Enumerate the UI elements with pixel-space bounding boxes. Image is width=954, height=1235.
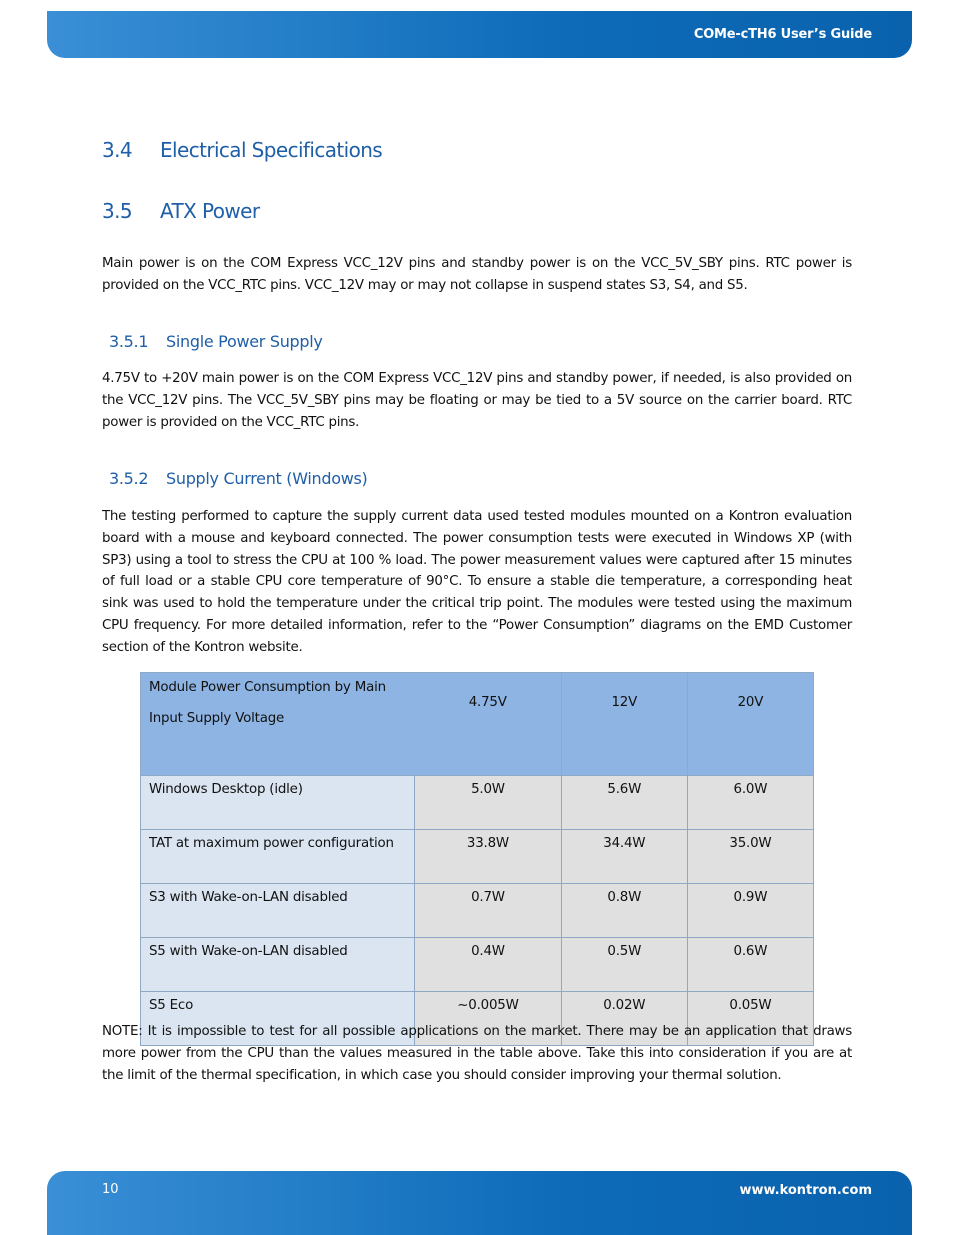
page-number: 10 <box>102 1182 119 1197</box>
note-paragraph: NOTE: It is impossible to test for all possible applications on the market. There may be an application that draws more power from the CPU than the values measured in the table above. Take this into consideration if you are at the limit of the thermal specification, in which case you should consider improving your thermal solution. <box>102 1024 852 1083</box>
table-header-label <box>141 673 415 776</box>
header-label-line-2: Input Supply Voltage <box>149 711 285 726</box>
section-title: ATX Power <box>160 199 260 223</box>
table-cell: 5.0W <box>415 776 562 830</box>
row-label: S5 with Wake-on-LAN disabled <box>141 938 415 992</box>
power-consumption-table <box>140 672 814 1046</box>
heading-3-5-1 <box>109 332 323 351</box>
row-label: S5 Eco <box>141 992 415 1046</box>
heading-3-4 <box>102 138 382 162</box>
table-cell: 35.0W <box>687 830 813 884</box>
supply-current-paragraph: The testing performed to capture the supply current data used tested modules mounted on a Kontron evaluation board with a mouse and keyboard connected. The power consumption tests were executed in Windows XP (with SP3) using a tool to stress the CPU at 100 % load. The power measurement values were captured after 15 minutes of full load or a stable CPU core temperature of 90°C. To ensure a stable die temperature, a corresponding heat sink was used to hold the temperature under the critical trip point. The modules were tested using the maximum CPU frequency. For more detailed information, refer to the “Power Consumption” diagrams on the EMD Customer section of the Kontron website. <box>102 509 852 655</box>
table-cell: 0.9W <box>687 884 813 938</box>
table-cell: 6.0W <box>687 776 813 830</box>
website-link[interactable]: www.kontron.com <box>739 1183 872 1198</box>
table-cell: 5.6W <box>561 776 687 830</box>
section-title: Supply Current (Windows) <box>166 469 368 488</box>
page-header <box>47 11 912 58</box>
single-power-supply-paragraph: 4.75V to +20V main power is on the COM Express VCC_12V pins and standby power, if needed, is also provided on the VCC_12V pins. The VCC_5V_SBY pins may be floating or may be tied to a 5V source on the carrier board. RTC power is provided on the VCC_RTC pins. <box>102 371 852 430</box>
table-cell: 0.7W <box>415 884 562 938</box>
column-header: 20V <box>687 673 813 776</box>
section-number: 3.5.1 <box>109 332 149 351</box>
row-label: TAT at maximum power configuration <box>141 830 415 884</box>
page-footer <box>47 1171 912 1235</box>
section-number: 3.4 <box>102 138 133 162</box>
table-cell: 33.8W <box>415 830 562 884</box>
atx-power-paragraph: Main power is on the COM Express VCC_12V pins and standby power is on the VCC_5V_SBY pins. RTC power is provided on the VCC_RTC pins. VCC_12V may or may not collapse in suspend states S3, S4, and S5. <box>102 256 852 293</box>
table-header-row <box>141 673 814 776</box>
section-number: 3.5.2 <box>109 469 149 488</box>
table-cell: 0.8W <box>561 884 687 938</box>
column-header: 12V <box>561 673 687 776</box>
table-row <box>141 884 814 938</box>
section-title: Electrical Specifications <box>160 138 383 162</box>
table-cell: 0.05W <box>687 992 813 1046</box>
document-title: COMe-cTH6 User’s Guide <box>693 27 872 42</box>
column-header: 4.75V <box>415 673 562 776</box>
table-cell: 34.4W <box>561 830 687 884</box>
heading-3-5 <box>102 199 259 223</box>
table-cell: 0.6W <box>687 938 813 992</box>
section-title: Single Power Supply <box>166 332 323 351</box>
table-cell: 0.5W <box>561 938 687 992</box>
table-cell: 0.4W <box>415 938 562 992</box>
table-row <box>141 776 814 830</box>
table-row <box>141 830 814 884</box>
table-row <box>141 938 814 992</box>
table-cell: 0.02W <box>561 992 687 1046</box>
row-label: Windows Desktop (idle) <box>141 776 415 830</box>
heading-3-5-2 <box>109 469 368 488</box>
row-label: S3 with Wake-on-LAN disabled <box>141 884 415 938</box>
section-number: 3.5 <box>102 199 133 223</box>
header-label-line-1: Module Power Consumption by Main <box>149 680 386 695</box>
table-cell: ~0.005W <box>415 992 562 1046</box>
